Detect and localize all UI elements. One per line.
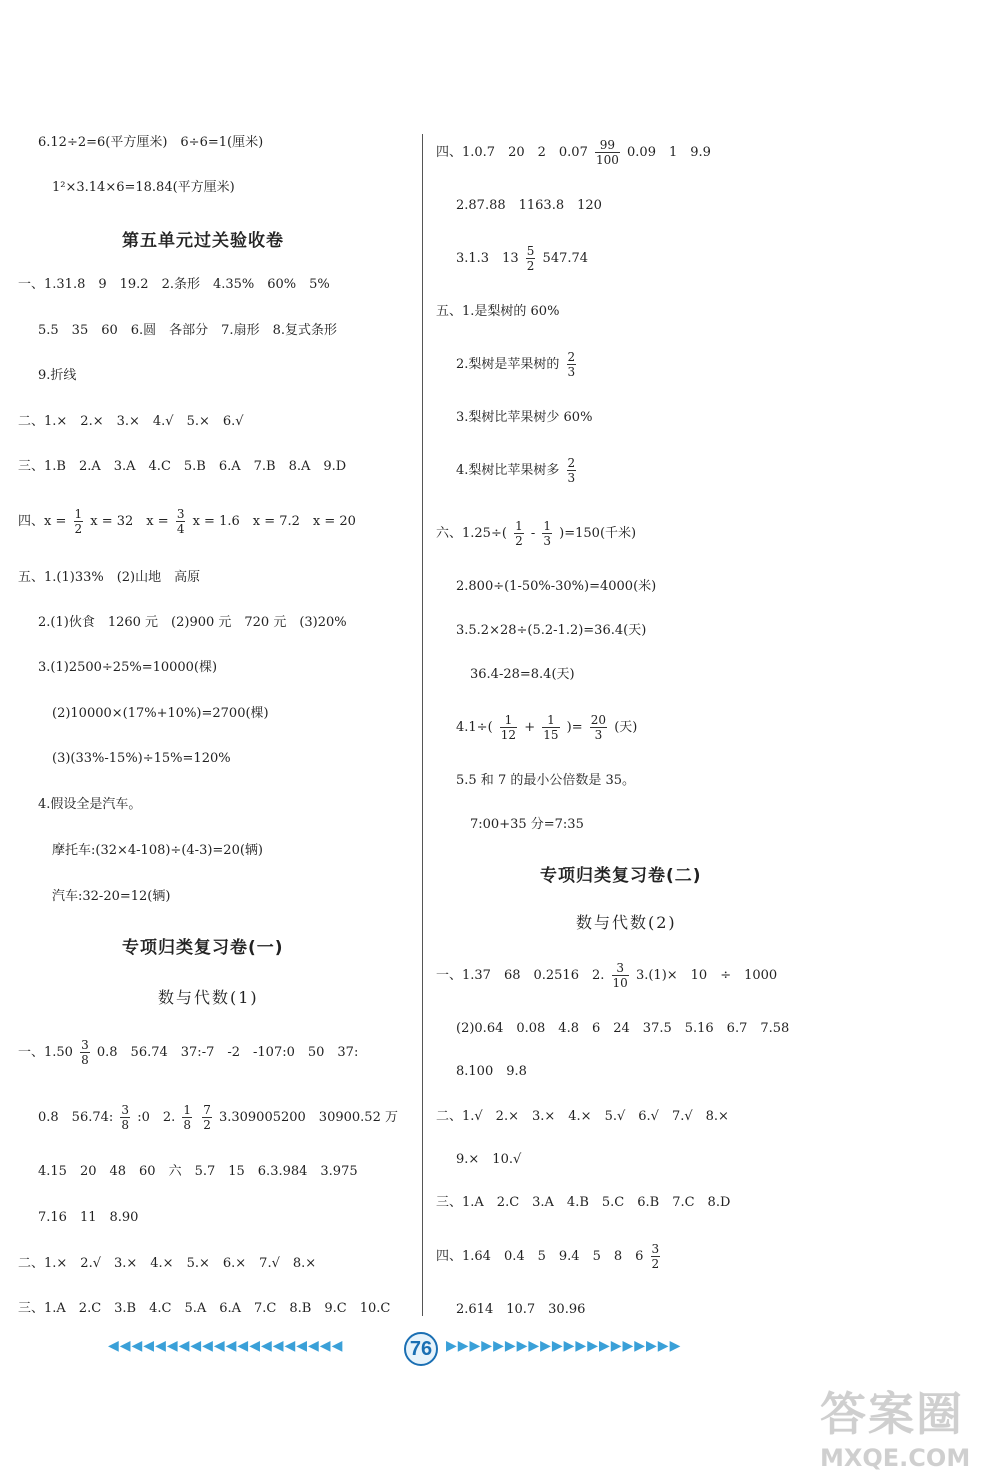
denominator: 10 (612, 976, 628, 990)
answer-text: 3.309005200 30900.52 万 (218, 1110, 398, 1125)
denominator: 8 (81, 1053, 89, 1067)
numerator: 1 (500, 713, 517, 728)
section-title: 专项归类复习卷(二) (540, 866, 702, 886)
denominator: 2 (526, 259, 535, 273)
answer-text: 2.梨树是苹果树的 (456, 357, 560, 372)
answer-text: 0.8 56.74 37:-7 -2 -107:0 50 37: (96, 1045, 359, 1060)
answer-line (436, 136, 711, 170)
answer-text: :0 2. (137, 1110, 176, 1125)
answer-text: 四、1.64 0.4 5 9.4 5 8 6 (436, 1249, 644, 1264)
numerator: 1 (183, 1103, 192, 1117)
numerator: 3 (176, 507, 185, 521)
answer-line: 汽车:32-20=12(辆) (52, 889, 171, 904)
answer-line: 6.12÷2=6(平方厘米) 6÷6=1(厘米) (38, 135, 264, 150)
numerator: 1 (515, 519, 523, 533)
answer-text: 四、1.0.7 20 2 0.07 (436, 145, 588, 160)
plus-sign: + (524, 720, 536, 735)
answer-line: 4.15 20 48 60 六 5.7 15 6.3.984 3.975 (38, 1164, 358, 1179)
answer-text: 547.74 (542, 251, 589, 266)
fraction (514, 519, 524, 548)
numerator: 7 (203, 1103, 211, 1117)
denominator: 15 (543, 728, 559, 742)
page-number: 76 (404, 1332, 438, 1366)
answer-line: 36.4-28=8.4(天) (470, 667, 575, 682)
answer-line: 2.614 10.7 30.96 (456, 1302, 586, 1317)
denominator: 3 (594, 728, 603, 742)
answer-line: 2.800÷(1-50%-30%)=4000(米) (456, 579, 657, 594)
denominator: 4 (176, 522, 185, 536)
answer-line (456, 454, 579, 488)
answer-line: 2.87.88 1163.8 120 (456, 198, 602, 213)
fraction (595, 138, 620, 167)
denominator: 100 (595, 153, 619, 167)
answer-text: (天) (614, 720, 638, 735)
watermark-logo (820, 1378, 990, 1472)
numerator: 1 (74, 507, 83, 521)
answer-line: 1²×3.14×6=18.84(平方厘米) (52, 180, 235, 195)
section-title: 第五单元过关验收卷 (122, 231, 284, 251)
answer-line (38, 1101, 398, 1135)
answer-line: 二、1.× 2.× 3.× 4.√ 5.× 6.√ (18, 414, 244, 429)
denominator: 3 (567, 471, 576, 485)
denominator: 3 (543, 534, 552, 548)
answer-line: 三、1.A 2.C 3.A 4.B 5.C 6.B 7.C 8.D (436, 1195, 731, 1210)
numerator: 3 (651, 1242, 660, 1256)
answer-line (436, 1240, 663, 1274)
denominator: 2 (74, 522, 83, 536)
arrow-left-icon: ◀◀◀◀◀◀◀◀◀◀◀◀◀◀◀◀◀◀◀◀ (108, 1338, 344, 1354)
answer-line: 5.5 35 60 6.圆 各部分 7.扇形 8.复式条形 (38, 323, 337, 338)
column-divider (422, 134, 423, 1316)
answer-text: 3.(1)× 10 ÷ 1000 (635, 968, 778, 983)
numerator: 1 (542, 713, 559, 728)
numerator: 3 (612, 961, 629, 976)
answer-line: (2)0.64 0.08 4.8 6 24 37.5 5.16 6.7 7.58 (456, 1021, 790, 1036)
answer-text: 0.09 1 9.9 (627, 145, 711, 160)
answer-text: x = 32 x = (90, 514, 169, 529)
answer-line: 8.100 9.8 (456, 1064, 527, 1079)
numerator: 1 (543, 519, 552, 533)
answer-line (456, 348, 579, 382)
numerator: 99 (595, 138, 620, 153)
answer-line: (2)10000×(17%+10%)=2700(棵) (52, 706, 269, 721)
answer-line: 9.折线 (38, 368, 77, 383)
fraction (526, 244, 536, 273)
page-footer (108, 1332, 738, 1364)
fraction (202, 1103, 212, 1132)
fraction (74, 507, 84, 536)
fraction (567, 350, 577, 379)
arrow-right-icon: ▶▶▶▶▶▶▶▶▶▶▶▶▶▶▶▶▶▶▶▶ (446, 1338, 682, 1354)
fraction (120, 1103, 130, 1132)
answer-line (18, 505, 356, 539)
answer-text: 4.梨树比苹果树多 (456, 463, 560, 478)
answer-line: 7:00+35 分=7:35 (470, 817, 584, 832)
answer-line: 二、1.√ 2.× 3.× 4.× 5.√ 6.√ 7.√ 8.× (436, 1109, 729, 1124)
answer-line: 7.16 11 8.90 (38, 1210, 139, 1225)
answer-line: 二、1.× 2.√ 3.× 4.× 5.× 6.× 7.√ 8.× (18, 1256, 317, 1271)
numerator: 3 (81, 1038, 89, 1052)
denominator: 8 (183, 1118, 192, 1132)
denominator: 3 (567, 365, 576, 379)
answer-line (18, 1036, 358, 1070)
denominator: 8 (121, 1118, 130, 1132)
answer-line: 三、1.B 2.A 3.A 4.C 5.B 6.A 7.B 8.A 9.D (18, 459, 347, 474)
answer-text: 六、1.25÷( (436, 526, 507, 541)
numerator: 3 (121, 1103, 130, 1117)
answer-text: 4.1÷( (456, 720, 493, 735)
watermark-url: MXQE.COM (820, 1444, 971, 1472)
denominator: 2 (651, 1257, 660, 1271)
section-subtitle: 数与代数(2) (576, 913, 677, 932)
fraction (176, 507, 186, 536)
fraction (542, 713, 559, 742)
answer-line: 5.5 和 7 的最小公倍数是 35。 (456, 773, 636, 788)
denominator: 12 (500, 728, 517, 742)
answer-text: 四、x = (18, 514, 67, 529)
numerator: 2 (567, 350, 576, 364)
answer-line (456, 711, 637, 745)
numerator: 20 (590, 713, 607, 727)
answer-line (456, 242, 588, 276)
watermark-text: 答案圈 (820, 1387, 964, 1441)
answer-line: 2.(1)伙食 1260 元 (2)900 元 720 元 (3)20% (38, 615, 347, 630)
fraction (542, 519, 552, 548)
answer-line: 4.假设全是汽车。 (38, 797, 142, 812)
answer-text: 3.1.3 13 (456, 251, 519, 266)
answer-line: 3.5.2×28÷(5.2-1.2)=36.4(天) (456, 623, 647, 638)
fraction (651, 1242, 661, 1271)
denominator: 2 (515, 534, 523, 548)
fraction (612, 961, 629, 990)
answer-text: 一、1.50 (18, 1045, 73, 1060)
fraction (182, 1103, 192, 1132)
answer-line (436, 959, 777, 993)
answer-text: x = 1.6 x = 7.2 x = 20 (192, 514, 356, 529)
section-subtitle: 数与代数(1) (158, 988, 259, 1007)
answer-line (436, 517, 636, 551)
answer-line: 五、1.(1)33% (2)山地 高原 (18, 570, 201, 585)
fraction (500, 713, 517, 742)
answer-line: 一、1.31.8 9 19.2 2.条形 4.35% 60% 5% (18, 277, 330, 292)
answer-line: 五、1.是梨树的 60% (436, 304, 560, 319)
denominator: 2 (203, 1118, 211, 1132)
answer-line: 三、1.A 2.C 3.B 4.C 5.A 6.A 7.C 8.B 9.C 10.C (18, 1301, 391, 1316)
fraction (590, 713, 607, 742)
answer-text: )=150(千米) (559, 526, 637, 541)
fraction (567, 456, 577, 485)
minus-sign: - (530, 526, 536, 541)
answer-line: 9.× 10.√ (456, 1152, 522, 1167)
answer-line: (3)(33%-15%)÷15%=120% (52, 751, 231, 766)
numerator: 2 (567, 456, 576, 470)
answer-line: 3.梨树比苹果树少 60% (456, 410, 593, 425)
answer-text: 0.8 56.74: (38, 1110, 114, 1125)
answer-line: 摩托车:(32×4-108)÷(4-3)=20(辆) (52, 843, 263, 858)
numerator: 5 (526, 244, 535, 258)
answer-text: )= (566, 720, 583, 735)
fraction (80, 1038, 90, 1067)
section-title: 专项归类复习卷(一) (122, 938, 284, 958)
answer-line: 3.(1)2500÷25%=10000(棵) (38, 660, 218, 675)
answer-text: 一、1.37 68 0.2516 2. (436, 968, 605, 983)
